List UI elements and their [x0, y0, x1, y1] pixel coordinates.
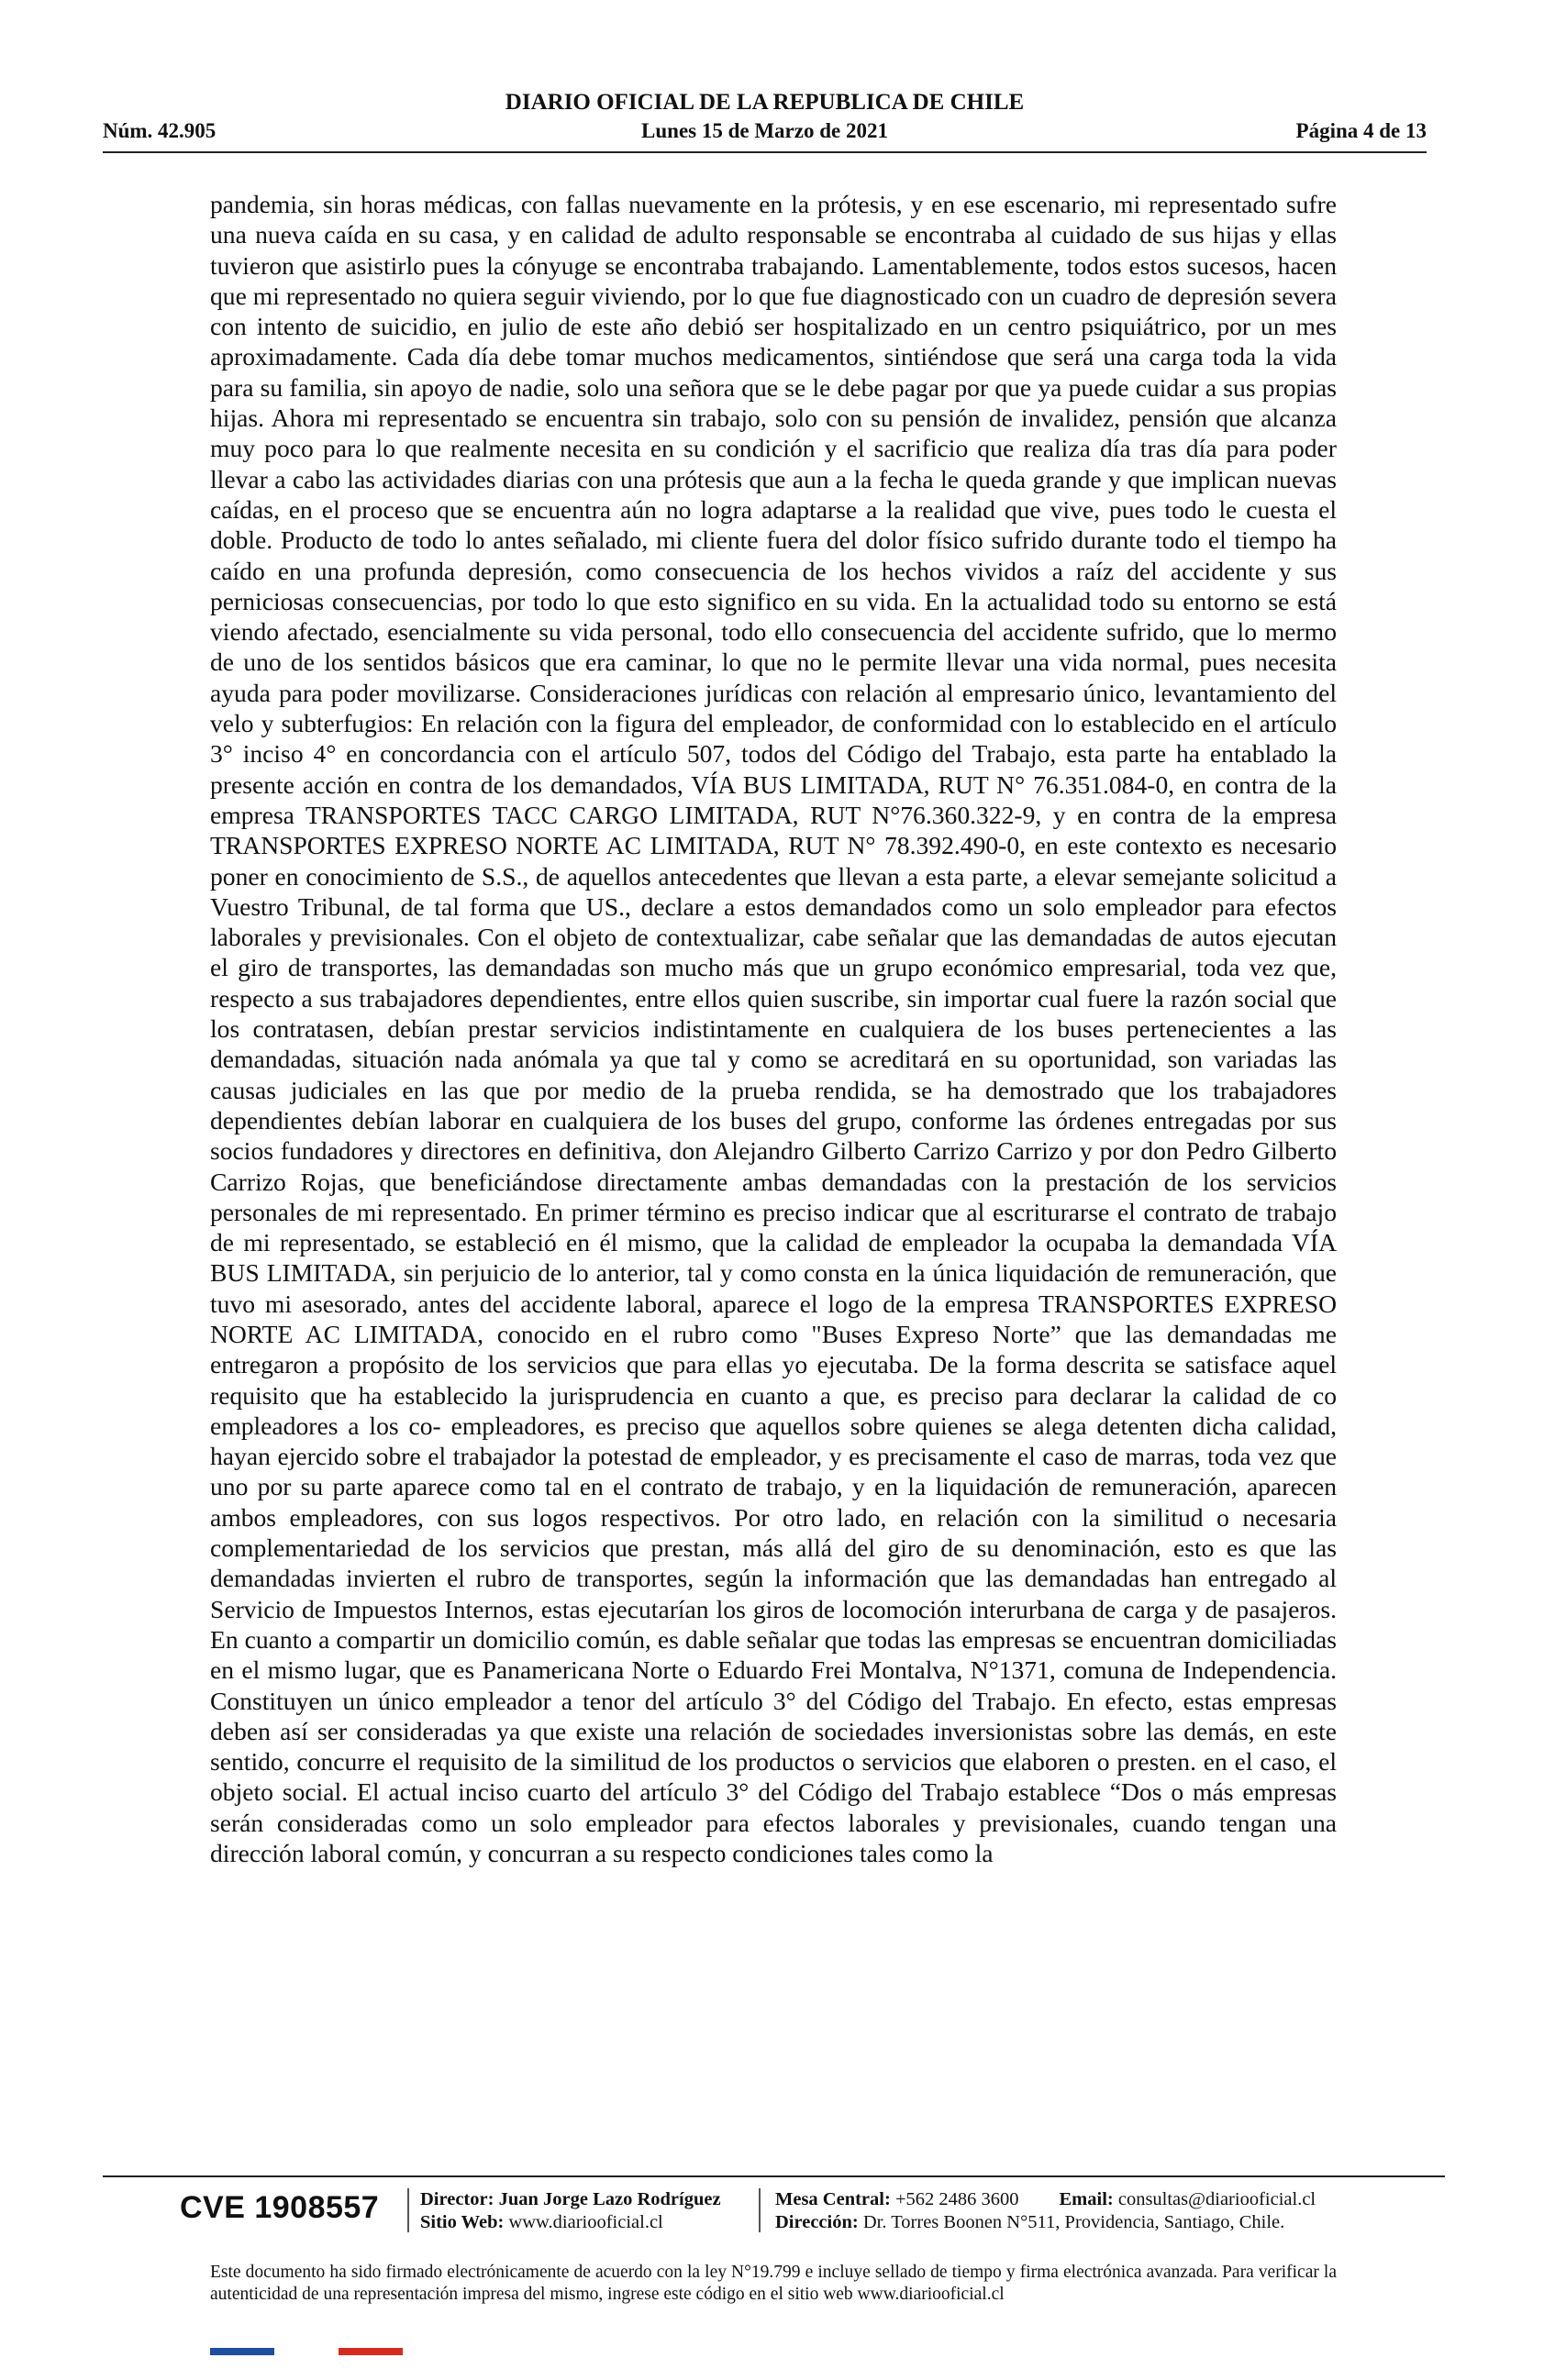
header-divider	[103, 151, 1427, 153]
director-name: Juan Jorge Lazo Rodríguez	[498, 2189, 721, 2209]
email-link[interactable]: consultas@diariooficial.cl	[1117, 2189, 1316, 2209]
footer-divider	[103, 2175, 1445, 2177]
website-line	[420, 2211, 721, 2234]
page-indicator: Página 4 de 13	[1295, 119, 1427, 142]
signature-disclaimer: Este documento ha sido firmado electrónicamente de acuerdo con la ley N°19.799 e incluye sellado de tiempo y firma electrónica avanzada. Para verificar la autenticidad de una representación impresa del mismo, ingrese este código en el sitio web www.diariooficial.cl	[210, 2263, 1337, 2304]
footer-separator	[759, 2188, 761, 2232]
address-line	[775, 2211, 1316, 2234]
director-label: Director:	[420, 2189, 494, 2209]
flag-blue-segment	[210, 2348, 274, 2355]
document-body	[210, 189, 1337, 1868]
contact-line	[775, 2188, 1316, 2211]
website-link[interactable]: www.diariooficial.cl	[508, 2212, 663, 2232]
publication-title: DIARIO OFICIAL DE LA REPUBLICA DE CHILE	[505, 90, 1025, 115]
issue-date: Lunes 15 de Marzo de 2021	[641, 119, 888, 142]
chile-flag-stripe	[210, 2348, 403, 2355]
website-label: Sitio Web:	[420, 2212, 505, 2232]
cve-code: CVE 1908557	[180, 2190, 380, 2225]
footer-contact-block	[775, 2188, 1316, 2234]
footer-separator	[407, 2188, 409, 2232]
body-paragraph: pandemia, sin horas médicas, con fallas nuevamente en la prótesis, y en ese escenario, mi representado sufre una nueva caída en su casa, y en calidad de adulto responsable se encontraba al cuidado de sus hijas y ellas tuvieron que asistirlo pues la cónyuge se encontraba trabajando. Lamentablemente, todos estos sucesos, hacen que mi representado no quiera seguir viviendo, por lo que fue diagnosticado con un cuadro de depresión severa con intento de suicidio, en julio de este año debió ser hospitalizado en un centro psiquiátrico, por un mes aproximadamente. Cada día debe tomar muchos medicamentos, sintiéndose que será una carga toda la vida para su familia, sin apoyo de nadie, solo una señora que se le debe pagar por que ya puede cuidar a sus propias hijas. Ahora mi representado se encuentra sin trabajo, solo con su pensión de invalidez, pensión que alcanza muy poco para lo que realmente necesita en su condición y el sacrificio que realiza día tras día para poder llevar a cabo las actividades diarias con una prótesis que aun a la fecha le queda grande y que implican nuevas caídas, en el proceso que se encuentra aún no logra adaptarse a la realidad que vive, pues todo le cuesta el doble. Producto de todo lo antes señalado, mi cliente fuera del dolor físico sufrido durante todo el tiempo ha caído en una profunda depresión, como consecuencia de los hechos vividos a raíz del accidente y sus perniciosas consecuencias, por todo lo que esto significo en su vida. En la actualidad todo su entorno se está viendo afectado, esencialmente su vida personal, todo ello consecuencia del accidente sufrido, que lo mermo de uno de los sentidos básicos que era caminar, lo que no le permite llevar una vida normal, pues necesita ayuda para poder movilizarse. Consideraciones jurídicas con relación al empresario único, levantamiento del velo y subterfugios: En relación con la figura del empleador, de conformidad con lo establecido en el artículo 3° inciso 4° en concordancia con el artículo 507, todos del Código del Trabajo, esta parte ha entablado la presente acción en contra de los demandados, VÍA BUS LIMITADA, RUT N° 76.351.084-0, en contra de la empresa TRANSPORTES TACC CARGO LIMITADA, RUT N°76.360.322-9, y en contra de la empresa TRANSPORTES EXPRESO NORTE AC LIMITADA, RUT N° 78.392.490-0, en este contexto es necesario poner en conocimiento de S.S., de aquellos antecedentes que llevan a esta parte, a elevar semejante solicitud a Vuestro Tribunal, de tal forma que US., declare a estos demandados como un solo empleador para efectos laborales y previsionales. Con el objeto de contextualizar, cabe señalar que las demandadas de autos ejecutan el giro de transportes, las demandadas son mucho más que un grupo económico empresarial, toda vez que, respecto a sus trabajadores dependientes, entre ellos quien suscribe, sin importar cual fuere la razón social que los contratasen, debían prestar servicios indistintamente en cualquiera de los buses pertenecientes a las demandadas, situación nada anómala ya que tal y como se acreditará en su oportunidad, son variadas las causas judiciales en las que por medio de la prueba rendida, se ha demostrado que los trabajadores dependientes debían laborar en cualquiera de los buses del grupo, conforme las órdenes entregadas por sus socios fundadores y directores en definitiva, don Alejandro Gilberto Carrizo Carrizo y por don Pedro Gilberto Carrizo Rojas, que beneficiándose directamente ambas demandadas con la prestación de los servicios personales de mi representado. En primer término es preciso indicar que al escriturarse el contrato de trabajo de mi representado, se estableció en él mismo, que la calidad de empleador la ocupaba la demandada VÍA BUS LIMITADA, sin perjuicio de lo anterior, tal y como consta en la única liquidación de remuneración, que tuvo mi asesorado, antes del accidente laboral, aparece el logo de la empresa TRANSPORTES EXPRESO NORTE AC LIMITADA, conocido en el rubro como "Buses Expreso Norte” que las demandadas me entregaron a propósito de los servicios que para ellas yo ejecutaba. De la forma descrita se satisface aquel requisito que ha establecido la jurisprudencia en cuanto a que, es preciso para declarar la calidad de co empleadores a los co- empleadores, es preciso que aquellos sobre quienes se alega detenten dicha calidad, hayan ejercido sobre el trabajador la potestad de empleador, y es precisamente el caso de marras, toda vez que uno por su parte aparece como tal en el contrato de trabajo, y en la liquidación de remuneración, aparecen ambos empleadores, con sus logos respectivos. Por otro lado, en relación con la similitud o necesaria complementariedad de los servicios que prestan, más allá del giro de su denominación, esto es que las demandadas invierten el rubro de transportes, según la información que las demandadas han entregado al Servicio de Impuestos Internos, estas ejecutarían los giros de locomoción interurbana de carga y de pasajeros. En cuanto a compartir un domicilio común, es dable señalar que todas las empresas se encuentran domiciliadas en el mismo lugar, que es Panamericana Norte o Eduardo Frei Montalva, N°1371, comuna de Independencia. Constituyen un único empleador a tenor del artículo 3° del Código del Trabajo. En efecto, estas empresas deben así ser consideradas ya que existe una relación de sociedades inversionistas sobre las demás, en este sentido, concurre el requisito de la similitud de los productos o servicios que elaboren o presten. en el caso, el objeto social. El actual inciso cuarto del artículo 3° del Código del Trabajo establece “Dos o más empresas serán consideradas como un solo empleador para efectos laborales y previsionales, cuando tengan una dirección laboral común, y concurran a su respecto condiciones tales como la	[210, 190, 1337, 1868]
page-header	[103, 84, 1427, 149]
email-label: Email:	[1059, 2189, 1114, 2209]
address-label: Dirección:	[775, 2212, 859, 2232]
flag-red-segment	[339, 2348, 403, 2355]
flag-white-segment	[274, 2348, 339, 2355]
header-meta-row	[103, 119, 1427, 147]
phone-label: Mesa Central:	[775, 2189, 891, 2209]
address-text: Dr. Torres Boonen N°511, Providencia, Santiago, Chile.	[862, 2212, 1285, 2232]
director-line	[420, 2188, 721, 2211]
issue-number: Núm. 42.905	[103, 119, 217, 142]
phone-number: +562 2486 3600	[894, 2189, 1019, 2209]
footer-director-block	[420, 2188, 721, 2234]
